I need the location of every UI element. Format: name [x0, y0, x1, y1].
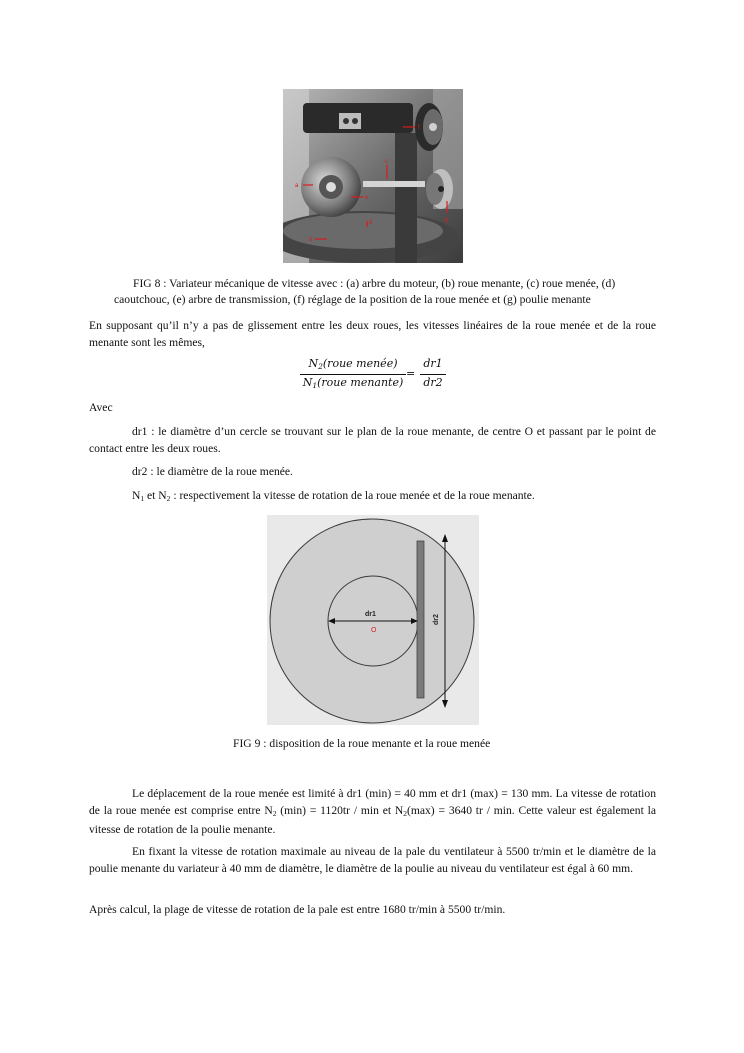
- photo-label-f: f: [418, 125, 420, 131]
- intro-paragraph: En supposant qu’il n’y a pas de glissement entre les deux roues, les vitesses linéaires de la roue menée et de la roue menante sont les mêmes,: [89, 319, 656, 349]
- paragraph-result: Après calcul, la plage de vitesse de rotation de la pale est entre 1680 tr/min à 5500 tr/min.: [89, 903, 506, 916]
- center-label-o: O: [371, 627, 377, 634]
- fig9-caption: FIG 9 : disposition de la roue menante et la roue menée: [233, 737, 491, 750]
- equation-equals: =: [406, 367, 416, 380]
- fig8-caption-line2: caoutchouc, (e) arbre de transmission, (f) réglage de la position de la roue menée et (g) poulie menante: [114, 293, 591, 306]
- variator-photo-drawing: [283, 89, 463, 263]
- photo-label-a: a: [295, 183, 299, 189]
- photo-label-e: e: [365, 195, 369, 201]
- photo-label-g: g: [445, 217, 449, 223]
- definition-dr1: dr1 : le diamètre d’un cercle se trouvant sur le plan de la roue menante, de centre O et passant par le point de contact entre les deux roues.: [89, 425, 656, 455]
- equation-denominator-left: $N_1(roue$ menante): [302, 376, 404, 390]
- equation-denominator-right: dr2: [423, 376, 443, 389]
- paragraph-displacement: Le déplacement de la roue menée est limité à dr1 (min) = 40 mm et dr1 (max) = 130 mm. La vitesse de rotation de la roue menée est comprise entre $N_2$ (min) = 1120tr / min et $N_2(\max) = 3640$ tr / min. Cette valeur est également la vitesse de rotation de la poulie menante.: [89, 787, 656, 837]
- dr2-label: dr2: [433, 614, 440, 625]
- driven-wheel-bar: [417, 541, 424, 698]
- equation-fraction-line-left: [300, 374, 406, 375]
- equation-numerator-left: $N_2(roue$ menée): [308, 357, 398, 371]
- definition-n1-n2: $N_1$ et $N_2$ : respectivement la vitesse de rotation de la roue menée et de la roue menante.: [132, 489, 535, 503]
- fig9-diagram: [267, 515, 479, 725]
- avec-label: Avec: [89, 401, 113, 414]
- equation-fraction-line-right: [420, 374, 446, 375]
- fig8-caption-line1: FIG 8 : Variateur mécanique de vitesse avec : (a) arbre du moteur, (b) roue menante, (c) roue menée, (d): [133, 277, 616, 290]
- dr1-label: dr1: [365, 611, 376, 618]
- photo-label-d: d: [369, 220, 373, 226]
- photo-label-b: b: [309, 237, 313, 243]
- fig8-photo: [283, 89, 463, 263]
- definition-dr2: dr2 : le diamètre de la roue menée.: [132, 465, 293, 478]
- paragraph-fan-speed: En fixant la vitesse de rotation maximale au niveau de la pale du ventilateur à 5500 tr/min et le diamètre de la poulie menante du variateur à 40 mm de diamètre, le diamètre de la poulie au niveau du ventilateur est égal à 60 mm.: [89, 845, 656, 875]
- photo-label-c: c: [385, 159, 388, 165]
- equation-numerator-right: dr1: [423, 357, 443, 370]
